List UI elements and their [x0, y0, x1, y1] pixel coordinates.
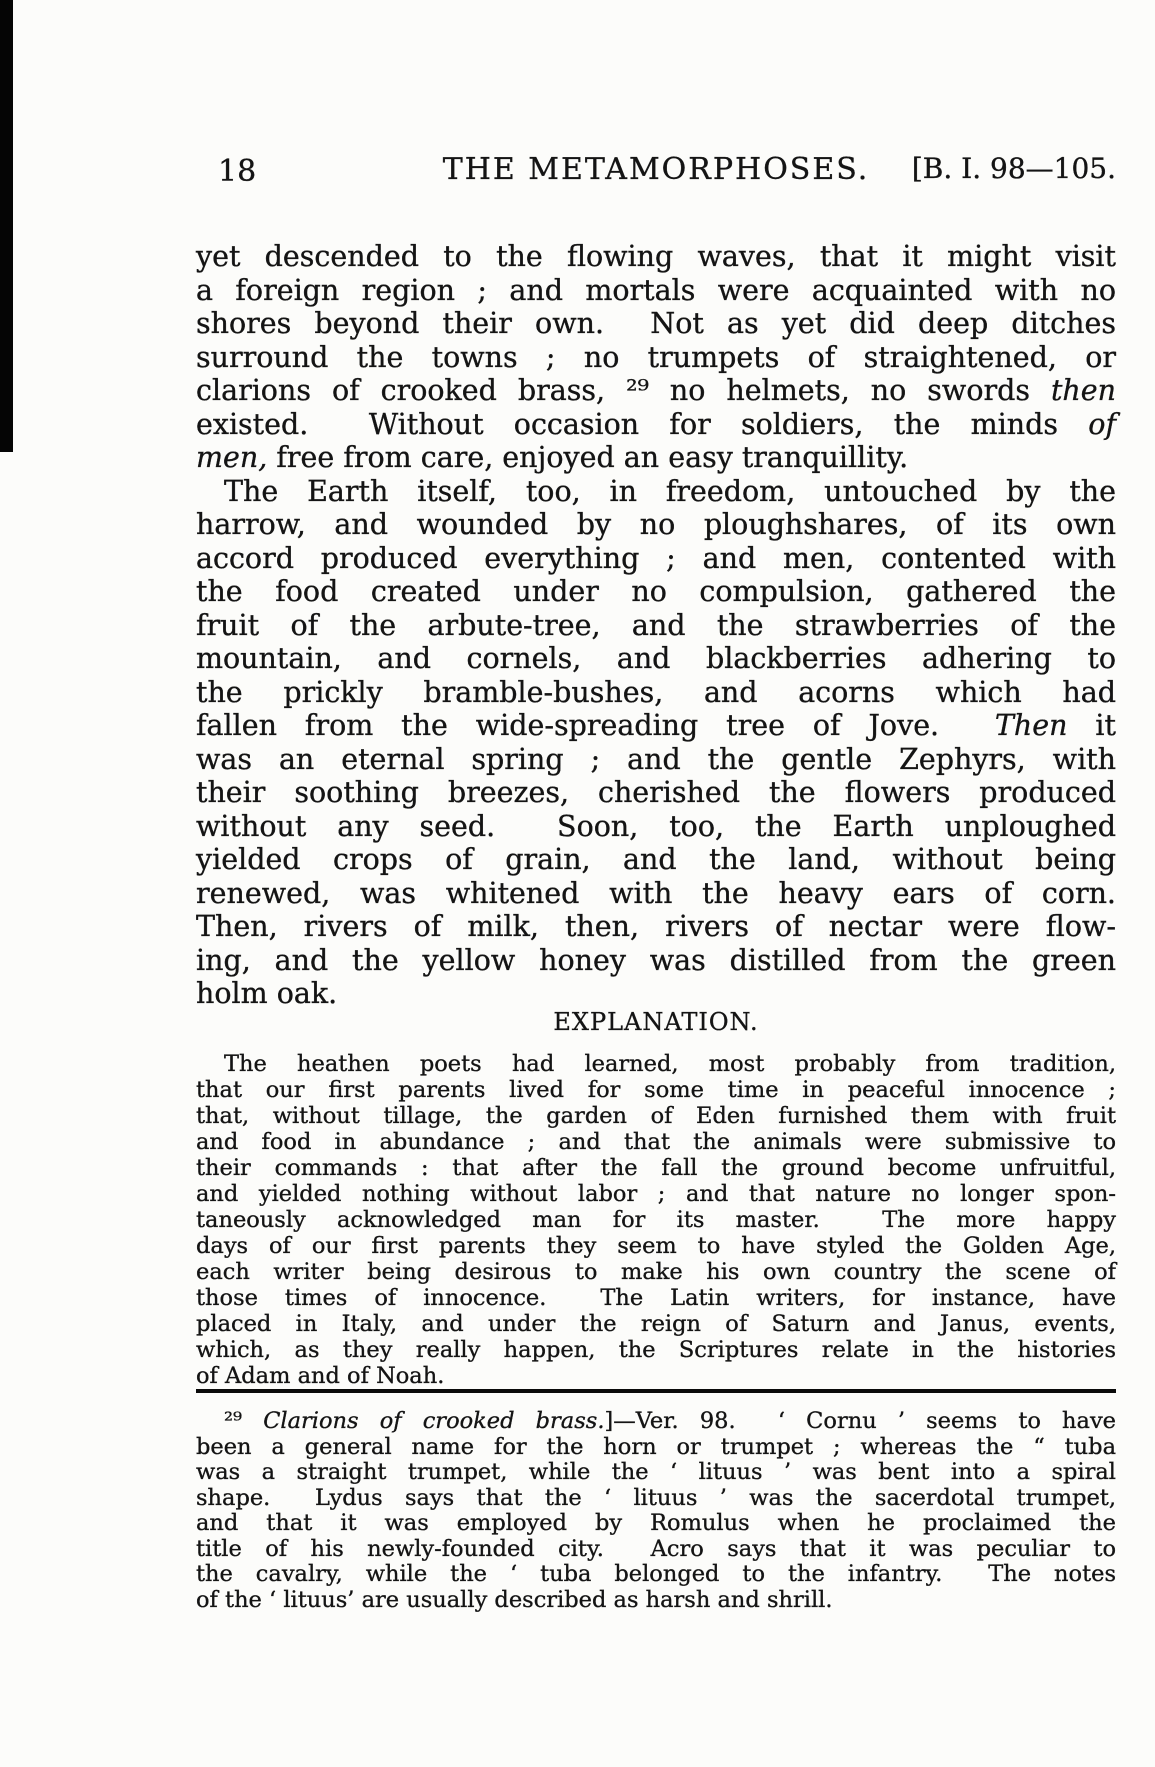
body-line: mountain, and cornels, and blackberries adhering to [196, 642, 1116, 675]
explanation-text [196, 1051, 1116, 1389]
body-line: harrow, and wounded by no ploughshares, of its own [196, 508, 1116, 541]
footnote-text [196, 1409, 1116, 1613]
verse-reference: [B. I. 98—105. [911, 152, 1116, 185]
explanation-line: placed in Italy, and under the reign of Saturn and Janus, events, [196, 1311, 1116, 1337]
explanation-line: days of our first parents they seem to have styled the Golden Age, [196, 1233, 1116, 1259]
body-line: surround the towns ; no trumpets of straightened, or [196, 340, 1116, 374]
body-line: yielded crops of grain, and the land, without being [196, 843, 1116, 876]
body-line: clarions of crooked brass, ²⁹ no helmets, no swords then [196, 374, 1116, 407]
explanation-line: which, as they really happen, the Scriptures relate in the histories [196, 1337, 1116, 1363]
body-line: renewed, was whitened with the heavy ears of corn. [196, 876, 1116, 910]
explanation-line: those times of innocence. The Latin writers, for instance, have [196, 1285, 1116, 1311]
explanation-line: taneously acknowledged man for its master. The more happy [196, 1207, 1116, 1233]
scan-edge-artifact [0, 0, 13, 452]
explanation-line: that, without tillage, the garden of Eden furnished them with fruit [196, 1103, 1116, 1129]
body-line: The Earth itself, too, in freedom, untouched by the [224, 474, 1116, 508]
explanation-line: each writer being desirous to make his own country the scene of [196, 1259, 1116, 1285]
footnote-line: was a straight trumpet, while the ‘ lituus ’ was bent into a spiral [196, 1459, 1116, 1485]
footnote-line: ²⁹ Clarions of crooked brass.]—Ver. 98. ‘ Cornu ’ seems to have [224, 1408, 1116, 1434]
body-line: yet descended to the flowing waves, that it might visit [196, 240, 1116, 273]
body-line: fallen from the wide-spreading tree of Jove. Then it [196, 709, 1116, 742]
explanation-line: and yielded nothing without labor ; and that nature no longer spon- [196, 1181, 1116, 1207]
body-line: the prickly bramble-bushes, and acorns which had [196, 675, 1116, 709]
explanation-line: The heathen poets had learned, most probably from tradition, [224, 1051, 1116, 1077]
body-line: men, free from care, enjoyed an easy tranquillity. [196, 441, 909, 474]
explanation-line: their commands : that after the fall the ground become unfruitful, [196, 1155, 1116, 1181]
body-line: accord produced everything ; and men, contented with [196, 541, 1116, 575]
explanation-line: of Adam and of Noah. [196, 1363, 445, 1389]
body-line: the food created under no compulsion, gathered the [196, 575, 1116, 608]
footnote-line: been a general name for the horn or trumpet ; whereas the “ tuba [196, 1433, 1116, 1460]
body-line: Then, rivers of milk, then, rivers of nectar were flow- [196, 910, 1116, 943]
body-line: holm oak. [196, 977, 338, 1010]
body-line: ing, and the yellow honey was distilled from the green [196, 943, 1116, 977]
page-number: 18 [218, 154, 257, 189]
footnote-divider [196, 1389, 1116, 1393]
body-line: was an eternal spring ; and the gentle Zephyrs, with [196, 742, 1116, 776]
running-title: THE METAMORPHOSES. [442, 152, 870, 187]
footnote-line: the cavalry, while the ‘ tuba belonged to the infantry. The notes [196, 1561, 1116, 1587]
footnote-line: of the ‘ lituus’ are usually described as harsh and shrill. [196, 1586, 833, 1613]
body-line: existed. Without occasion for soldiers, the minds of [196, 407, 1116, 441]
explanation-line: that our first parents lived for some time in peaceful innocence ; [196, 1077, 1116, 1103]
footnote-line: shape. Lydus says that the ‘ lituus ’ was the sacerdotal trumpet, [196, 1484, 1116, 1511]
page-header [196, 152, 1116, 194]
body-line: shores beyond their own. Not as yet did deep ditches [196, 307, 1116, 340]
explanation-line: and food in abundance ; and that the animals were submissive to [196, 1129, 1116, 1155]
body-line: fruit of the arbute-tree, and the strawberries of the [196, 608, 1116, 642]
footnote-line: and that it was employed by Romulus when he proclaimed the [196, 1510, 1116, 1536]
body-line: a foreign region ; and mortals were acquainted with no [196, 273, 1116, 307]
body-line: their soothing breezes, cherished the flowers produced [196, 776, 1116, 809]
body-text [196, 240, 1116, 1011]
explanation-heading: EXPLANATION. [553, 1008, 759, 1036]
footnote-line: title of his newly-founded city. Acro says that it was peculiar to [196, 1535, 1116, 1562]
body-line: without any seed. Soon, too, the Earth unploughed [196, 809, 1116, 843]
